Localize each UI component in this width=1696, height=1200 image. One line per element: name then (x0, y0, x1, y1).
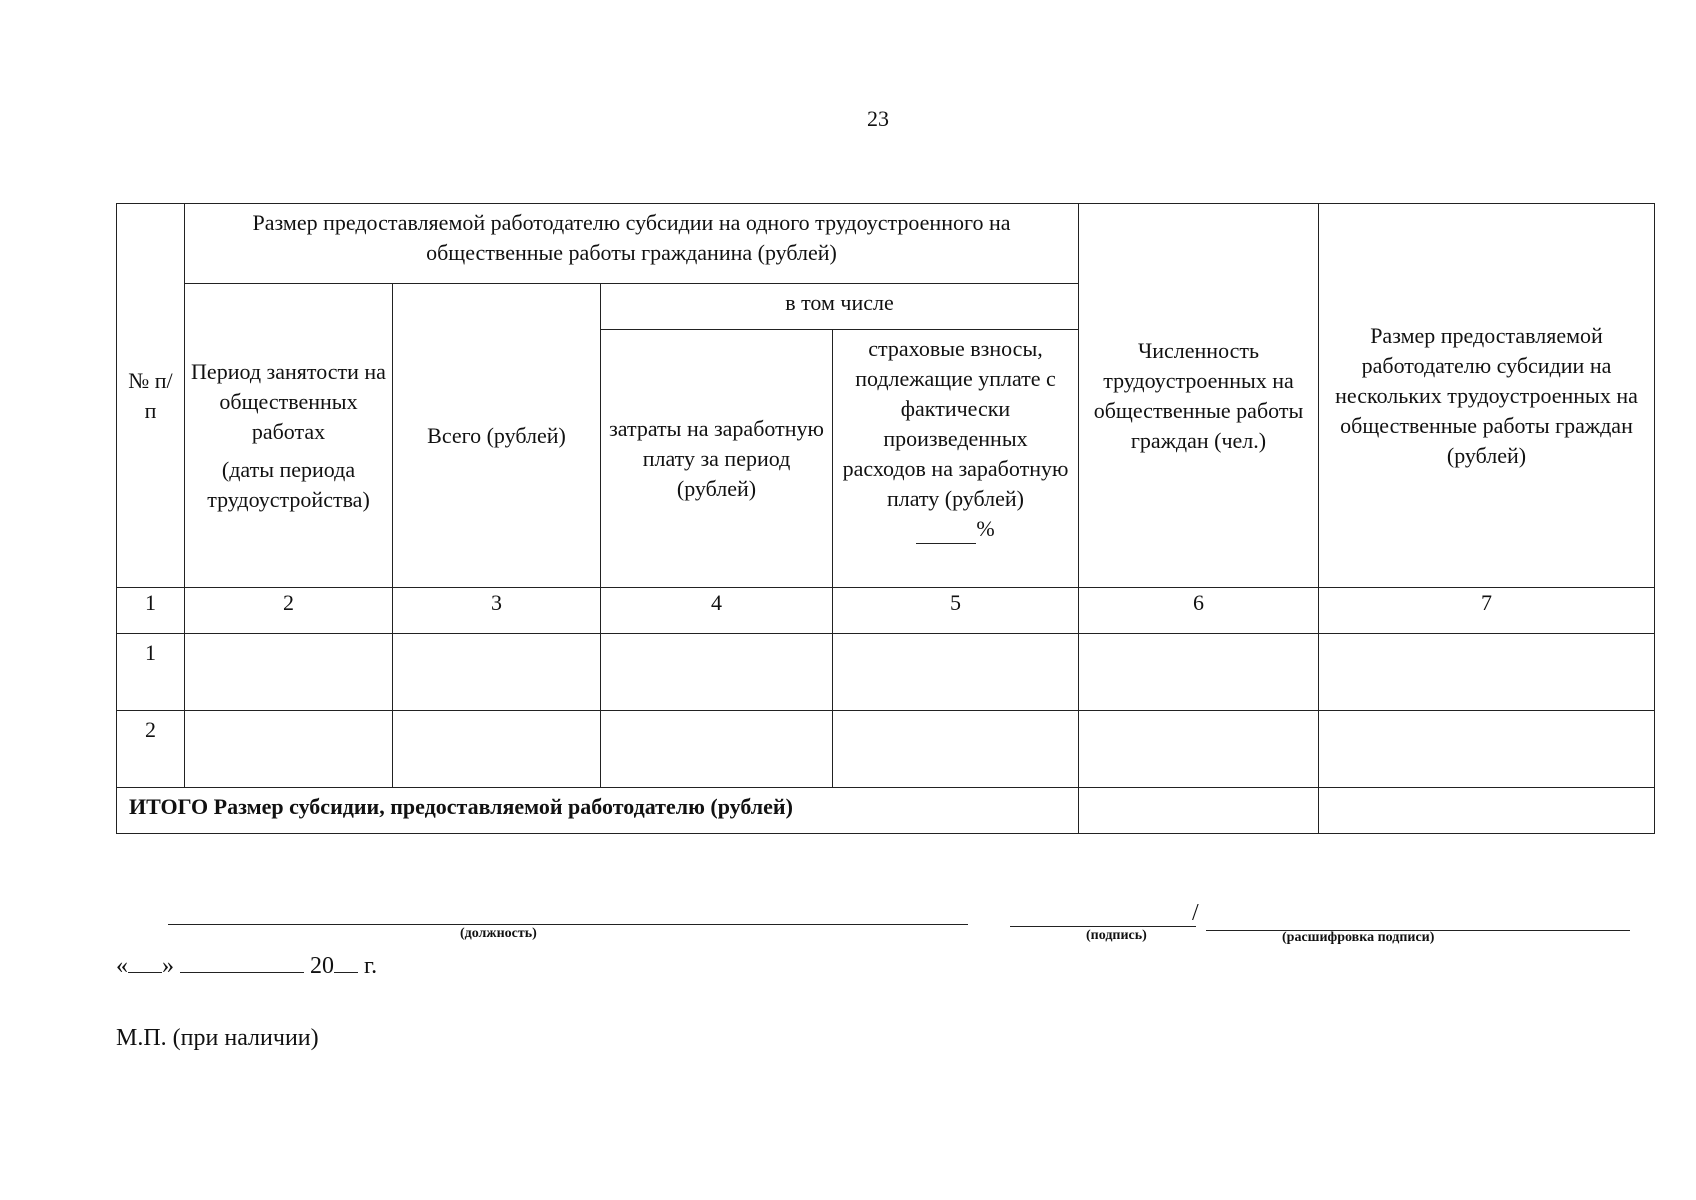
empty-cell (833, 711, 1079, 788)
subsidy-table (116, 203, 1655, 834)
header-headcount: Численность трудоустроенных на общественные работы граждан (чел.) (1079, 204, 1319, 588)
signature-caption: (подпись) (1086, 928, 1147, 943)
empty-cell (601, 634, 833, 711)
column-number-row (117, 588, 1655, 634)
header-row-number: № п/п (117, 204, 185, 588)
stamp-note: М.П. (при наличии) (116, 1025, 319, 1051)
day-blank (128, 950, 162, 973)
page-number: 23 (867, 106, 889, 131)
empty-cell (393, 711, 601, 788)
empty-cell (393, 634, 601, 711)
position-caption: (должность) (460, 926, 537, 941)
signature-separator: / (1192, 900, 1199, 926)
percent-blank (916, 521, 976, 544)
header-employment-period-dates: (даты периода трудоустройства) (207, 456, 370, 512)
header-subsidy-many-persons: Размер предоставляемой работодателю субсидии на нескольких трудоустроенных на общественные работы граждан (рублей) (1319, 204, 1655, 588)
table-row (117, 634, 1655, 711)
date-line: « » 20 г. (116, 950, 377, 980)
empty-cell (185, 634, 393, 711)
header-total: Всего (рублей) (393, 284, 601, 588)
signature-line (1010, 926, 1196, 927)
header-employment-period (185, 284, 393, 588)
column-number: 2 (185, 588, 393, 634)
header-insurance-contributions: страховые взносы, подлежащие уплате с фактически произведенных расходов на заработную плату (рублей) % (833, 330, 1079, 588)
total-row (117, 788, 1655, 834)
empty-cell (1319, 788, 1655, 834)
empty-cell (1079, 788, 1319, 834)
empty-cell (1079, 634, 1319, 711)
column-number: 5 (833, 588, 1079, 634)
empty-cell (1319, 634, 1655, 711)
header-including: в том числе (601, 284, 1079, 330)
empty-cell (833, 634, 1079, 711)
column-number: 4 (601, 588, 833, 634)
header-salary-costs: затраты на заработную плату за период (рублей) (601, 330, 833, 588)
position-line (168, 924, 968, 925)
month-blank (180, 950, 304, 973)
column-number: 1 (117, 588, 185, 634)
total-label: ИТОГО Размер субсидии, предоставляемой работодателю (рублей) (117, 788, 1079, 834)
column-number: 7 (1319, 588, 1655, 634)
empty-cell (1319, 711, 1655, 788)
empty-cell (185, 711, 393, 788)
decoding-caption: (расшифровка подписи) (1282, 930, 1435, 945)
column-number: 3 (393, 588, 601, 634)
year-blank (334, 950, 358, 973)
row-number: 2 (117, 711, 185, 788)
empty-cell (1079, 711, 1319, 788)
header-employment-period-main: Период занятости на общественных работах (191, 358, 386, 444)
column-number: 6 (1079, 588, 1319, 634)
empty-cell (601, 711, 833, 788)
header-subsidy-one-person: Размер предоставляемой работодателю субсидии на одного трудоустроенного на общественные работы гражданина (рублей) (185, 204, 1079, 284)
table-row (117, 711, 1655, 788)
row-number: 1 (117, 634, 185, 711)
